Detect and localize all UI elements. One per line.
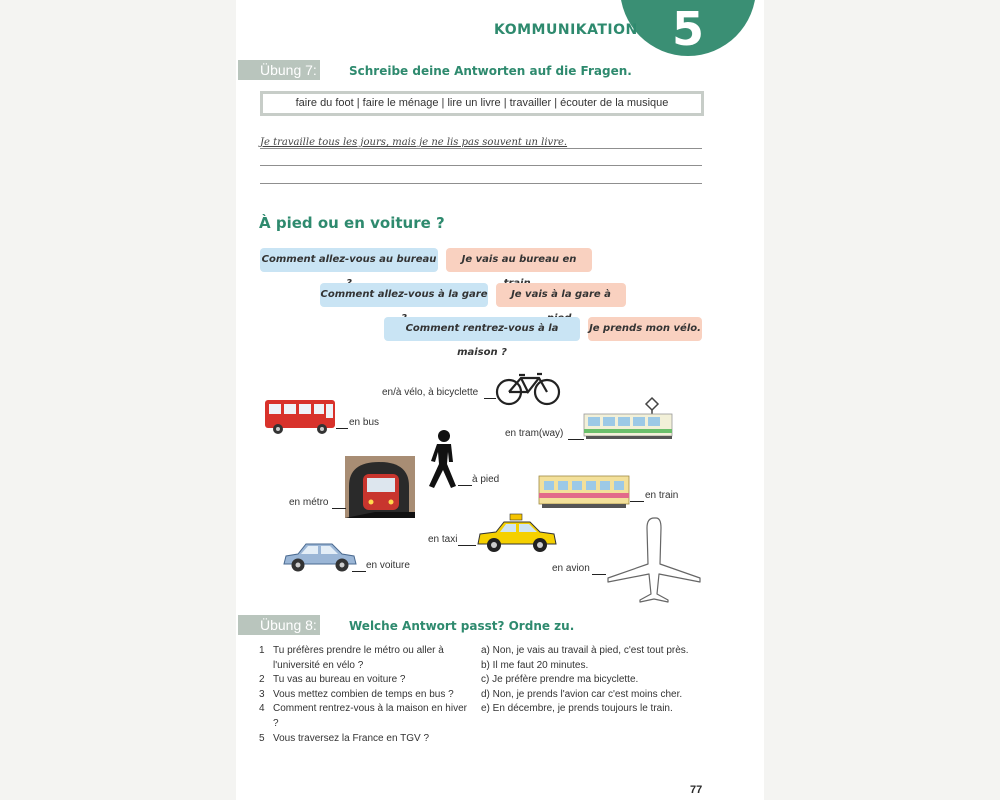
label-leader: [458, 485, 472, 486]
word-box: faire du foot | faire le ménage | lire un livre | travailler | écouter de la musique: [260, 91, 704, 116]
answer-bubble: Je vais au bureau en: [446, 248, 592, 272]
list-item: 4 Comment rentrez-vous à la maison en hiver ?: [259, 703, 467, 729]
example-answer: Je travaille tous les jours, mais je ne lis pas souvent un livre.: [260, 137, 568, 148]
answer-bubble: Je prends mon vélo.: [588, 317, 702, 341]
label-plane: en avion: [552, 563, 590, 574]
label-bike: en/à vélo, à bicyclette: [382, 387, 479, 398]
label-train: en train: [645, 490, 679, 501]
label-walk: à pied: [472, 474, 500, 485]
label-leader: [332, 508, 346, 509]
bicycle-icon: [495, 372, 561, 406]
label-leader: [336, 428, 348, 429]
label-metro: en métro: [289, 497, 329, 508]
label-leader: [592, 574, 606, 575]
answer-list: [481, 644, 721, 717]
label-car: en voiture: [366, 560, 410, 571]
label-taxi: en taxi: [428, 534, 458, 545]
walking-person-icon: [426, 430, 460, 490]
tram-icon: [582, 396, 676, 442]
label-leader: [484, 398, 496, 399]
page-number: 77: [690, 784, 703, 796]
train-icon: [538, 474, 630, 510]
answer-line: [260, 148, 702, 149]
section-title: À pied ou en voiture ?: [259, 214, 445, 232]
exercise7-label: Übung 7:: [238, 60, 320, 80]
label-tram: en tram(way): [505, 428, 564, 439]
taxi-icon: [474, 512, 558, 558]
list-item: 2 Tu vas au bureau en voiture ?: [259, 674, 406, 686]
bus-icon: [264, 398, 338, 436]
list-item: a) Non, je vais au travail à pied, c'est tout près.: [481, 645, 689, 656]
answer-bubble: Je vais à la gare à: [496, 283, 626, 307]
label-bus: en bus: [349, 417, 380, 428]
car-icon: [282, 538, 358, 576]
metro-icon: [345, 456, 415, 518]
answer-line: [260, 183, 702, 184]
answer-line: [260, 165, 702, 166]
question-bubble: Comment rentrez-vous à la maison ?: [384, 317, 580, 341]
list-item: 3 Vous mettez combien de temps en bus ?: [259, 688, 454, 700]
label-leader: [568, 439, 584, 440]
label-leader: [352, 571, 366, 572]
question-bubble: Comment allez-vous à la gare: [320, 283, 488, 307]
question-list: [259, 644, 469, 746]
label-leader: [458, 545, 476, 546]
list-item: 1 Tu préfères prendre le métro ou aller à l'université en vélo ?: [259, 645, 444, 671]
exercise8-label: Übung 8:: [238, 615, 320, 635]
airplane-icon: [604, 516, 704, 604]
list-item: c) Je préfère prendre ma bicyclette.: [481, 674, 639, 686]
list-item: 5 Vous traversez la France en TGV ?: [259, 732, 430, 744]
exercise7-instruction: Schreibe deine Antworten auf die Fragen.: [349, 64, 632, 78]
exercise8-instruction: Welche Antwort passt? Ordne zu.: [349, 619, 575, 633]
list-item: e) En décembre, je prends toujours le train.: [481, 703, 673, 715]
list-item: b) Il me faut 20 minutes.: [481, 659, 589, 671]
chapter-number: 5: [671, 2, 704, 56]
list-item: d) Non, je prends l'avion car c'est moins cher.: [481, 688, 683, 700]
label-leader: [630, 501, 644, 502]
question-bubble: Comment allez-vous au bureau: [260, 248, 438, 272]
section-heading: KOMMUNIKATION: [494, 22, 638, 38]
